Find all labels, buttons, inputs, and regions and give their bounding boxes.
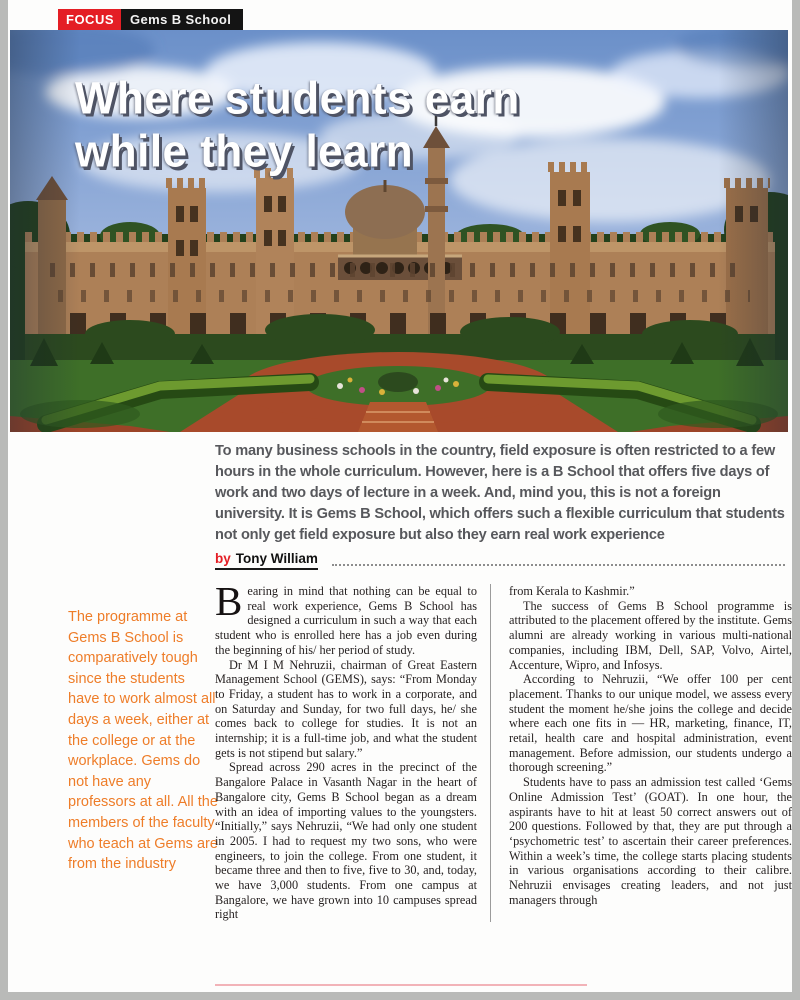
article-title-line2: while they learn [75,126,414,178]
byline-prefix: by [215,551,231,566]
paragraph: Spread across 290 acres in the precinct of the Bangalore Palace in Vasanth Nagar in the heart of Bangalore city, Gems B School began as a dream with an idea of importing values to the youngsters. “Initially,” says Nehruzii, “We had only one student in 2005. I had to request my two sons, who were engineers, to join the college. From one student, it became three and then to five, five to 30, and, today, we have 3,000 students. From one campus at Bangalore, we have grown into 10 campuses spread right [215,760,477,922]
pull-quote: The programme at Gems B School is comparatively tough since the students have to work almost all days a week, either at the college or at the workplace. Gems do not have any professors at all. All the members of the faculty who teach at Gems are from the industry [68,609,218,873]
article-body [215,578,792,922]
paragraph: According to Nehruzii, “We offer 100 per cent placement. Thanks to our unique model, we assess every student the moment he/she joins the college and decide where each one fits in — HR, marketing, finance, IT, retail, health care and hospital administration, event management. Before admission, our students undergo a thorough screening.” [509,672,792,775]
paragraph [215,578,477,658]
article-title [75,72,520,179]
intro-deck: To many business schools in the country, field exposure is often restricted to a few hours in the whole curriculum. However, here is a B School that offers five days of work and two days of lecture in a week. And, mind you, this is not a foreign university. It is Gems B School, which offers such a flexible curriculum that students not only get field exposure but also they earn real work experience [215,443,785,543]
paragraph: Dr M I M Nehruzii, chairman of Great Eastern Management School (GEMS), says: “From Monday to Friday, a student has to work in a corporate, and on Saturday and Sunday, for two full days, he/ she comes back to college for studies. It is not an internship; it is a full-time job, and what the student gets is not stipend but salary.” [215,657,477,760]
kicker [58,9,243,30]
byline [215,551,791,570]
kicker-topic-badge: Gems B School [121,9,243,30]
palace-photo [10,30,788,432]
drop-cap: B [215,578,243,624]
byline-name [215,551,318,570]
article-column-left [215,578,491,922]
kicker-focus-badge: FOCUS [58,9,121,30]
paragraph: Students have to pass an admission test called ‘Gems Online Admission Test’ (GOAT). In one hour, the aspirants have to hit at least 50 correct answers out of 200 questions. Followed by that, they are put through a ‘psychometric test’ to ascertain their career preferences. Within a week’s time, the college starts placing students in various organisations according to their calibre. Nehruzii envisages creating leaders, and not just managers through [509,775,792,907]
byline-dotted-rule [332,563,785,566]
paragraph-text: earing in mind that nothing can be equal to real work experience, Gems B School has designed a curriculum in such a way that each student who is enrolled here has a job even during the beginning of his/ her period of study. [215,584,477,657]
article-column-right [491,584,792,922]
paragraph: from Kerala to Kashmir.” [509,584,635,598]
article-title-line1: Where students earn [75,73,520,124]
page [8,0,792,992]
byline-author: Tony William [235,551,318,566]
footer-rule [215,984,587,986]
paragraph: The success of Gems B School programme is attributed to the placement offered by the institute. Gems alumni are already working in various multi-national companies, including IBM, Dell, SAP, Volvo, Airtel, Accenture, Wipro, and Infosys. [509,598,792,672]
